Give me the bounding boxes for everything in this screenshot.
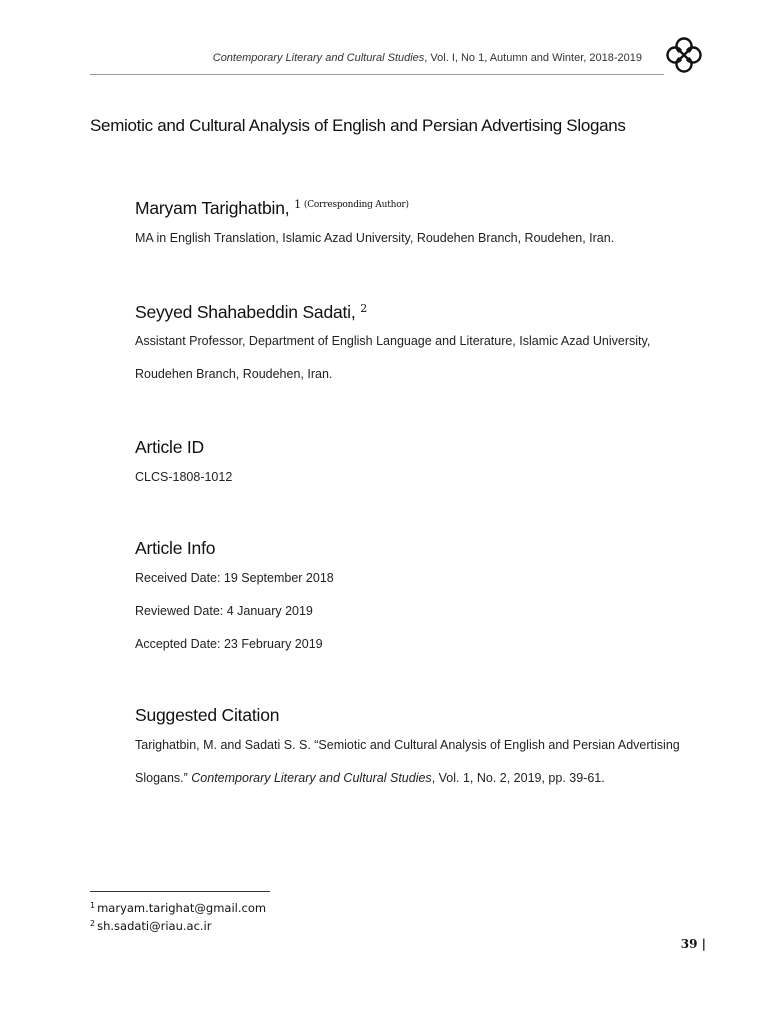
author-1-heading [135, 198, 705, 219]
author-2-mark: 2 [360, 302, 368, 315]
received-date: Received Date: 19 September 2018 [135, 571, 334, 585]
citation-line-1: Tarighatbin, M. and Sadati S. S. “Semiotic and Cultural Analysis of English and Persian Advertising [135, 738, 680, 752]
citation-start: Slogans.” [135, 771, 192, 785]
footnote-2 [90, 916, 266, 934]
header-rule [90, 74, 664, 75]
article-id-value: CLCS-1808-1012 [135, 470, 233, 484]
article-title: Semiotic and Cultural Analysis of English and Persian Advertising Slogans [90, 116, 626, 135]
running-head-issue: , Vol. I, No 1, Autumn and Winter, 2018-2019 [424, 52, 642, 64]
article-id-section [135, 437, 705, 494]
article-info-heading: Article Info [135, 538, 216, 558]
author-1-name: Maryam Tarighatbin, [135, 198, 295, 218]
journal-logo-icon [664, 35, 704, 75]
running-head-journal: Contemporary Literary and Cultural Studies [212, 52, 425, 64]
article-id-heading: Article ID [135, 437, 204, 457]
page-number: 39 | [680, 937, 706, 951]
footnote-2-mark: 2 [90, 919, 96, 928]
citation-journal: Contemporary Literary and Cultural Studies [191, 771, 432, 785]
footnote-1 [90, 898, 266, 916]
running-head [90, 52, 642, 64]
footnote-1-mark: 1 [90, 901, 96, 910]
author-2 [135, 302, 705, 391]
accepted-date: Accepted Date: 23 February 2019 [135, 637, 323, 651]
footnote-rule [90, 891, 270, 892]
author-1-mark: 1 [294, 198, 301, 211]
author-2-affiliation-line-1: Assistant Professor, Department of English Language and Literature, Islamic Azad University, [135, 334, 651, 348]
citation-section [135, 705, 705, 795]
footnote-2-email: sh.sadati@riau.ac.ir [97, 919, 212, 933]
citation-heading: Suggested Citation [135, 705, 280, 725]
citation-line-2 [135, 762, 705, 795]
author-2-affiliation-line-2: Roudehen Branch, Roudehen, Iran. [135, 367, 333, 381]
author-1-note: (Corresponding Author) [303, 200, 409, 210]
author-1 [135, 198, 705, 255]
footnotes [90, 898, 266, 934]
footnote-1-email: maryam.tarighat@gmail.com [97, 901, 267, 915]
article-info-section [135, 538, 705, 661]
author-2-name: Seyyed Shahabeddin Sadati, [135, 302, 361, 322]
author-1-affiliation: MA in English Translation, Islamic Azad University, Roudehen Branch, Roudehen, Iran. [135, 231, 615, 245]
reviewed-date: Reviewed Date: 4 January 2019 [135, 604, 313, 618]
author-2-heading [135, 302, 705, 323]
citation-end: , Vol. 1, No. 2, 2019, pp. 39-61. [431, 771, 605, 785]
